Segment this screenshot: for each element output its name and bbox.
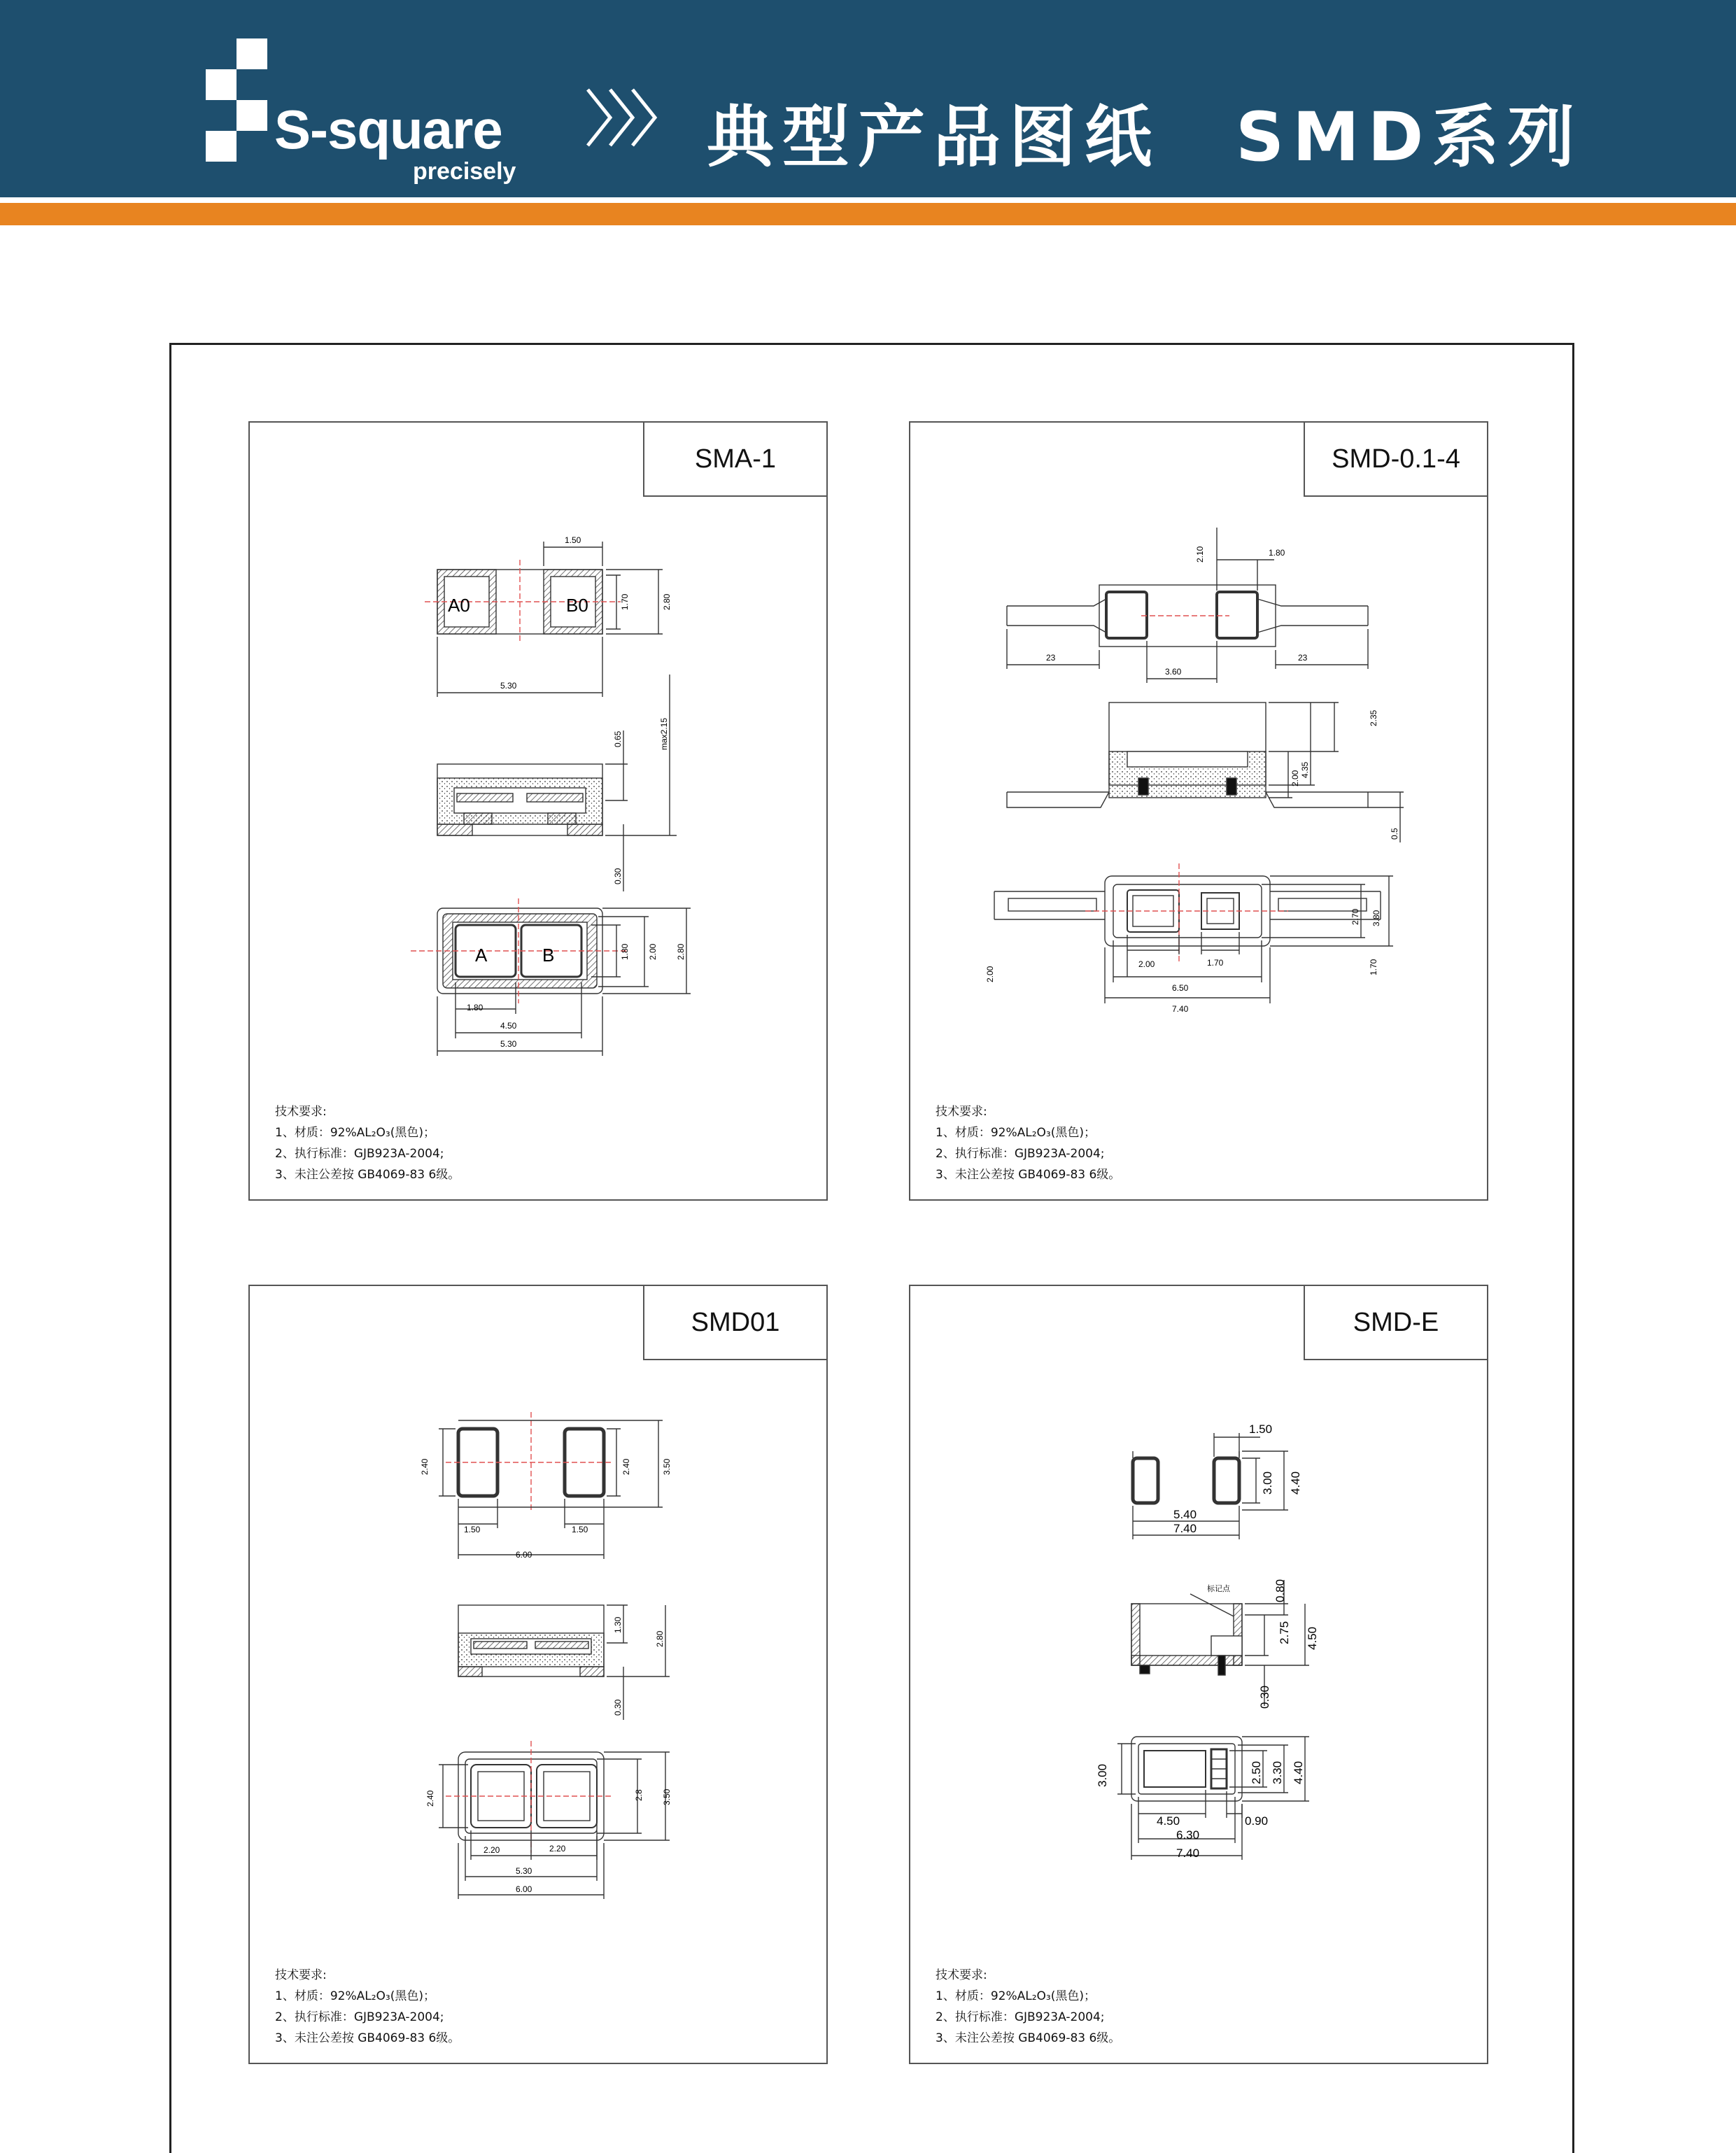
dim-label: 0.65 <box>613 730 623 747</box>
bottom-view <box>994 863 1393 1003</box>
note-line: 1、材质：92%AL₂O₃(黑色)； <box>275 1989 435 2003</box>
dim-label: 1.30 <box>613 1616 623 1633</box>
chevrons-icon <box>582 83 666 153</box>
marker-label: 标记点 <box>1207 1585 1230 1593</box>
dim-label: 0.30 <box>613 1699 623 1716</box>
side-view <box>458 1605 670 1720</box>
dim-label: 6.50 <box>1172 983 1189 993</box>
dim-label: 23 <box>1298 653 1308 663</box>
dim-label: 1.50 <box>572 1525 588 1534</box>
dim-label: 0.80 <box>1273 1579 1287 1602</box>
dim-label: 7.40 <box>1173 1522 1197 1535</box>
side-view <box>1007 703 1404 842</box>
drawing-panel-smd01 <box>248 1285 828 2064</box>
dim-label: 0.5 <box>1390 828 1399 840</box>
note-line: 3、未注公差按 GB4069-83 6级。 <box>275 1168 460 1182</box>
dim-label: 7.40 <box>1176 1847 1200 1860</box>
dim-label: 2.75 <box>1278 1621 1291 1644</box>
dim-label: 1.50 <box>1249 1423 1273 1436</box>
dim-label: 4.35 <box>1300 761 1310 778</box>
dim-label: 2.35 <box>1369 710 1378 726</box>
dim-label: 6.30 <box>1176 1828 1200 1842</box>
dim-label: 5.30 <box>500 1039 517 1049</box>
dim-label: 2.40 <box>621 1458 631 1475</box>
dim-label: 1.50 <box>565 535 581 545</box>
page-header <box>0 0 1736 197</box>
pad-label: A <box>475 945 488 966</box>
note-line: 1、材质：92%AL₂O₃(黑色)； <box>275 1126 435 1140</box>
dim-label: 2.50 <box>1250 1760 1263 1784</box>
top-view <box>1007 528 1368 683</box>
panel-title: SMD-E <box>1304 1286 1487 1360</box>
note-line: 2、执行标准：GJB923A-2004; <box>275 2010 444 2024</box>
smd-0-1-4-drawing <box>910 423 1490 1202</box>
dim-label: 3.00 <box>1096 1763 1109 1787</box>
drawing-panel-sma-1 <box>248 421 828 1201</box>
drawing-panel-smd-0-1-4 <box>909 421 1488 1201</box>
note-line: 技术要求: <box>275 1968 327 1982</box>
panel-title: SMD-0.1-4 <box>1304 423 1487 497</box>
technical-requirements <box>275 1965 460 2049</box>
dim-label: 0.30 <box>613 868 623 884</box>
side-view <box>437 675 677 891</box>
dim-label: 2.80 <box>676 943 686 960</box>
accent-bar <box>0 203 1736 225</box>
dim-label: 5.40 <box>1173 1508 1197 1521</box>
note-line: 2、执行标准：GJB923A-2004; <box>275 1147 444 1161</box>
panel-title: SMD01 <box>643 1286 826 1360</box>
note-line: 技术要求: <box>275 1105 327 1119</box>
sma-1-drawing <box>250 423 829 1202</box>
smd01-drawing <box>250 1286 829 2066</box>
technical-requirements <box>275 1101 460 1185</box>
dim-label: 4.50 <box>1306 1626 1319 1650</box>
dim-label: 23 <box>1046 653 1056 663</box>
note-line: 3、未注公差按 GB4069-83 6级。 <box>936 2031 1121 2045</box>
pad-label: B <box>542 945 555 966</box>
dim-label: 1.70 <box>620 593 630 610</box>
dim-label: 2.80 <box>655 1630 665 1647</box>
note-line: 2、执行标准：GJB923A-2004; <box>936 1147 1105 1161</box>
dim-label: 1.70 <box>1207 958 1224 968</box>
logo-tagline: precisely <box>413 158 516 185</box>
dim-label: 1.80 <box>467 1003 484 1012</box>
dim-label: 2.20 <box>549 1844 566 1854</box>
dim-label: 2.70 <box>1350 908 1360 925</box>
dim-label: 4.40 <box>1292 1760 1305 1784</box>
dim-label: 0.90 <box>1245 1814 1269 1828</box>
technical-requirements <box>936 1965 1120 2049</box>
dim-label: 2.00 <box>985 966 995 982</box>
logo-text: S-square <box>274 99 502 160</box>
note-line: 技术要求: <box>936 1105 987 1119</box>
dim-label: 3.50 <box>662 1458 672 1475</box>
dim-label: 2.8 <box>634 1789 644 1801</box>
dim-label: 2.40 <box>420 1458 430 1475</box>
dim-label: 2.00 <box>1138 959 1155 969</box>
dim-label: 1.50 <box>464 1525 481 1534</box>
dim-label: 4.50 <box>1157 1814 1180 1828</box>
dim-label: 2.00 <box>648 943 658 960</box>
dim-label: 2.80 <box>662 593 672 610</box>
note-line: 2、执行标准：GJB923A-2004; <box>936 2010 1105 2024</box>
dim-label: max2.15 <box>659 717 669 750</box>
dim-label: 3.50 <box>662 1788 672 1805</box>
page-title: 典型产品图纸 SMD系列 <box>707 98 1583 176</box>
note-line: 1、材质：92%AL₂O₃(黑色)； <box>936 1989 1096 2003</box>
dim-label: 3.80 <box>1371 910 1381 926</box>
dim-label: 5.30 <box>500 681 517 691</box>
top-view <box>439 1412 663 1559</box>
panel-title: SMA-1 <box>643 423 826 497</box>
note-line: 3、未注公差按 GB4069-83 6级。 <box>275 2031 460 2045</box>
dim-label: 7.40 <box>1172 1004 1189 1014</box>
dim-label: 0.30 <box>1258 1685 1271 1709</box>
technical-requirements <box>936 1101 1120 1185</box>
bottom-view <box>439 1741 670 1899</box>
dim-label: 2.10 <box>1195 546 1205 563</box>
dim-label: 4.50 <box>500 1021 517 1031</box>
bottom-view <box>411 898 691 1056</box>
dim-label: 3.30 <box>1271 1760 1284 1784</box>
dim-label: 6.00 <box>516 1884 532 1894</box>
note-line: 1、材质：92%AL₂O₃(黑色)； <box>936 1126 1096 1140</box>
dim-label: 3.00 <box>1261 1471 1274 1495</box>
dim-label: 4.40 <box>1289 1471 1302 1495</box>
top-view <box>425 542 663 697</box>
dim-label: 3.60 <box>1165 667 1182 677</box>
dim-label: 1.80 <box>620 943 630 960</box>
pad-label: A0 <box>448 595 470 616</box>
pad-label: B0 <box>566 595 588 616</box>
smd-e-drawing <box>910 1286 1490 2066</box>
dim-label: 2.00 <box>1290 770 1300 786</box>
dim-label: 6.00 <box>516 1550 532 1560</box>
note-line: 3、未注公差按 GB4069-83 6级。 <box>936 1168 1121 1182</box>
dim-label: 5.30 <box>516 1866 532 1876</box>
dim-label: 1.70 <box>1369 959 1378 975</box>
dim-label: 2.20 <box>484 1845 500 1855</box>
dim-label: 1.80 <box>1269 548 1285 558</box>
dim-label: 2.40 <box>425 1790 435 1807</box>
drawing-panel-smd-e <box>909 1285 1488 2064</box>
bottom-view <box>1117 1737 1309 1860</box>
note-line: 技术要求: <box>936 1968 987 1982</box>
